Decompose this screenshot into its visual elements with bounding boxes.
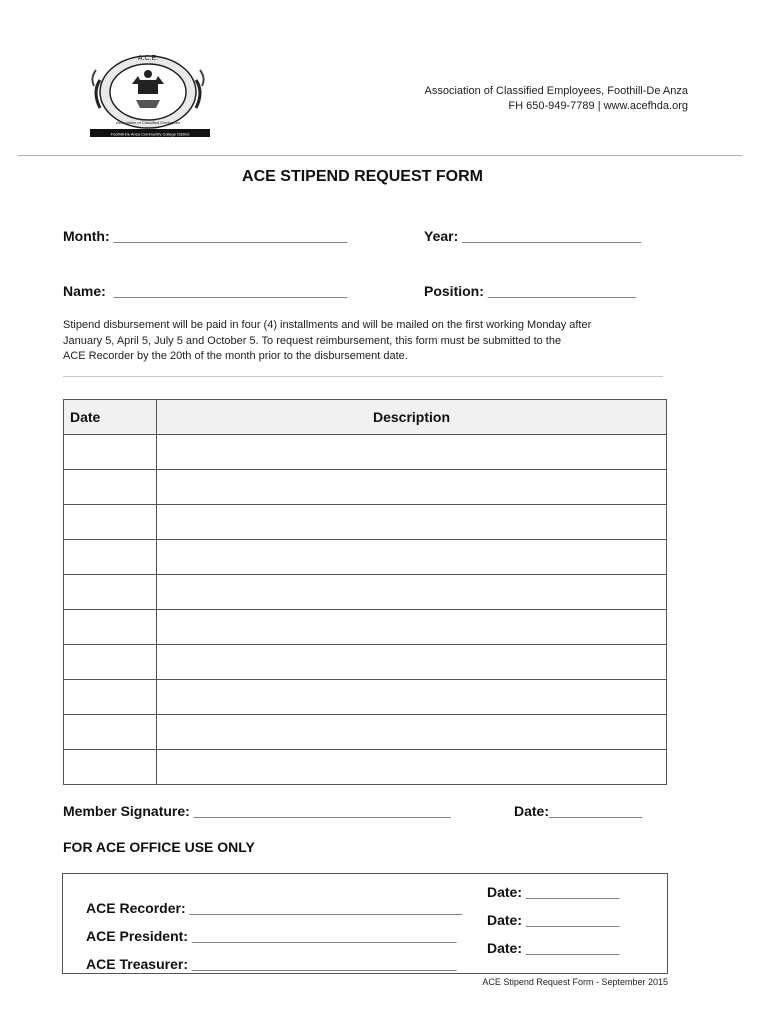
description-cell[interactable]: [157, 750, 667, 785]
instruction-line: ACE Recorder by the 20th of the month prior to the disbursement date.: [63, 350, 408, 362]
date-cell[interactable]: [64, 575, 157, 610]
office-use-heading: FOR ACE OFFICE USE ONLY: [63, 839, 255, 855]
svg-text:Association of Classified Empl: Association of Classified Employees: [115, 120, 181, 125]
description-cell[interactable]: [157, 505, 667, 540]
table-row: [64, 435, 667, 470]
table-row: [64, 610, 667, 645]
instruction-line: Stipend disbursement will be paid in four (4) installments and will be mailed on the first working Monday after: [63, 319, 592, 331]
member-date-field[interactable]: Date:____________: [514, 803, 643, 819]
description-cell[interactable]: [157, 540, 667, 575]
table-row: [64, 645, 667, 680]
table-header-row: [64, 400, 667, 435]
president-field[interactable]: ACE President: __________________________________: [86, 928, 457, 944]
treasurer-date-field[interactable]: Date: ____________: [487, 940, 620, 956]
svg-text:Foothill-De Anza Community Col: Foothill-De Anza Community College District: [110, 131, 190, 137]
date-cell[interactable]: [64, 645, 157, 680]
header-divider: [18, 155, 742, 156]
form-title: ACE STIPEND REQUEST FORM: [242, 168, 483, 185]
date-cell[interactable]: [64, 435, 157, 470]
name-field[interactable]: Name: ______________________________: [63, 283, 348, 299]
org-name: Association of Classified Employees, Foothill-De Anza: [424, 85, 688, 97]
member-signature-field[interactable]: Member Signature: _________________________________: [63, 803, 451, 819]
table-row: [64, 470, 667, 505]
section-divider: [63, 376, 663, 377]
table-row: [64, 680, 667, 715]
description-cell[interactable]: [157, 645, 667, 680]
table-row: [64, 575, 667, 610]
description-cell[interactable]: [157, 610, 667, 645]
office-use-box: [62, 873, 668, 974]
description-column-header: Description: [157, 400, 667, 435]
recorder-field[interactable]: ACE Recorder: ___________________________________: [86, 900, 463, 916]
description-cell[interactable]: [157, 575, 667, 610]
position-field[interactable]: Position: ___________________: [424, 283, 636, 299]
date-cell[interactable]: [64, 505, 157, 540]
table-row: [64, 505, 667, 540]
recorder-date-field[interactable]: Date: ____________: [487, 884, 620, 900]
instructions: [63, 318, 673, 365]
org-contact: [424, 84, 688, 114]
description-cell[interactable]: [157, 435, 667, 470]
svg-text:A.C.E.: A.C.E.: [137, 55, 159, 62]
instruction-line: January 5, April 5, July 5 and October 5. To request reimbursement, this form must be submitted to the: [63, 334, 562, 347]
table-row: [64, 750, 667, 785]
date-cell[interactable]: [64, 610, 157, 645]
table-row: [64, 540, 667, 575]
year-field[interactable]: Year: _______________________: [424, 228, 642, 244]
month-field[interactable]: Month: ______________________________: [63, 228, 348, 244]
date-cell[interactable]: [64, 680, 157, 715]
treasurer-field[interactable]: ACE Treasurer: __________________________________: [86, 956, 457, 972]
date-cell[interactable]: [64, 470, 157, 505]
org-phone-web: FH 650-949-7789 | www.acefhda.org: [508, 100, 688, 112]
date-cell[interactable]: [64, 715, 157, 750]
stipend-table: [63, 399, 667, 785]
description-cell[interactable]: [157, 470, 667, 505]
date-cell[interactable]: [64, 750, 157, 785]
date-cell[interactable]: [64, 540, 157, 575]
description-cell[interactable]: [157, 715, 667, 750]
table-row: [64, 715, 667, 750]
president-date-field[interactable]: Date: ____________: [487, 912, 620, 928]
date-column-header: Date: [64, 400, 157, 435]
ace-logo: [88, 50, 212, 138]
footer-note: ACE Stipend Request Form - September 2015: [482, 977, 668, 987]
description-cell[interactable]: [157, 680, 667, 715]
